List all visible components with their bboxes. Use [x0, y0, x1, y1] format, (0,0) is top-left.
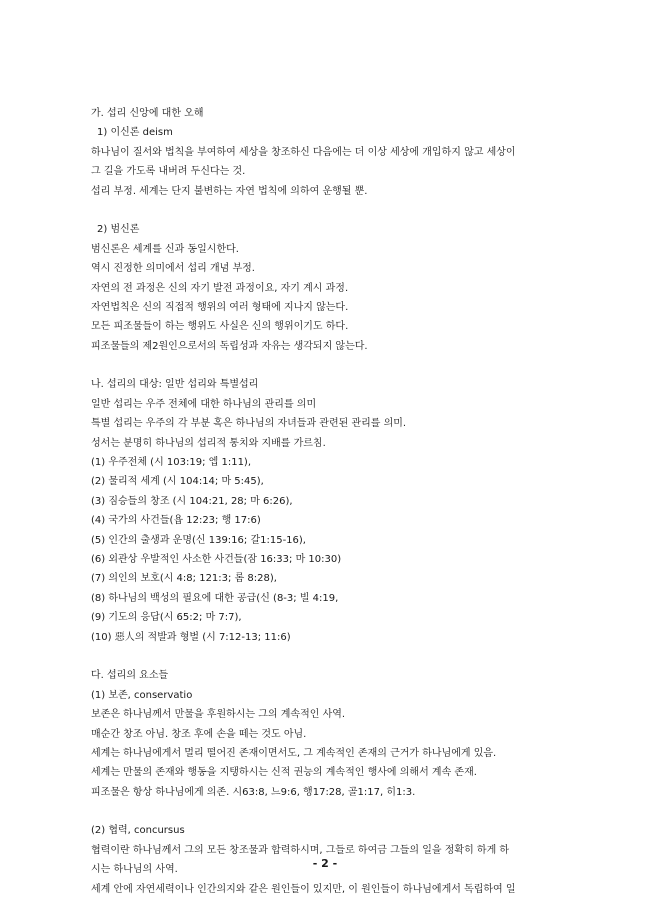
- text-line: 매순간 창조 아님. 창조 후에 손을 떼는 것도 아님.: [91, 728, 307, 740]
- subsection-title: (1) 보존, conservatio: [91, 689, 193, 701]
- section-heading: 가. 섭리 신앙에 대한 오해: [91, 108, 204, 119]
- text-line: 범신론은 세계를 신과 동일시한다.: [91, 243, 239, 255]
- text-line: 보존은 하나님께서 만물을 후원하시는 그의 계속적인 사역.: [91, 709, 346, 721]
- text-line: 특별 섭리는 우주의 각 부분 혹은 하나님의 자녀들과 관련된 관리를 의미.: [91, 418, 407, 430]
- list-item: (10) 惡人의 적발과 형벌 (시 7:12-13; 11:6): [91, 631, 291, 643]
- list-item: (4) 국가의 사건들(욥 12:23; 행 17:6): [91, 515, 261, 527]
- list-item: (1) 우주전체 (시 103:19; 엡 1:11),: [91, 457, 252, 469]
- spacer: [91, 647, 571, 666]
- list-item: (7) 의인의 보호(시 4:8; 121:3; 롬 8:28),: [91, 573, 277, 585]
- subsection-title: (2) 협력, concursus: [91, 825, 185, 837]
- text-line: 시는 하나님의 사역.: [91, 864, 178, 876]
- page-content: [91, 104, 571, 899]
- page-number: - 2 -: [312, 857, 338, 870]
- list-item: (3) 짐승들의 창조 (시 104:21, 28; 마 6:26),: [91, 495, 293, 507]
- text-line: 세계는 하나님에게서 멀리 떨어진 존재이면서도, 그 계속적인 존재의 근거가 하나님에게 있음.: [91, 747, 497, 759]
- spacer: [91, 356, 571, 375]
- text-line: 자연의 전 과정은 신의 자기 발전 과정이요, 자기 계시 과정.: [91, 282, 349, 294]
- text-line: 일반 섭리는 우주 전체에 대한 하나님의 관리를 의미: [91, 398, 317, 410]
- list-item: (5) 인간의 출생과 운명(신 139:16; 갈1:15-16),: [91, 534, 306, 546]
- subsection-title: 2) 범신론: [97, 224, 140, 236]
- subsection-title: 1) 이신론 deism: [97, 127, 173, 139]
- text-line: 모든 피조물들이 하는 행위도 사실은 신의 행위이기도 하다.: [91, 321, 349, 333]
- text-line: 자연법칙은 신의 직접적 행위의 여러 형태에 지나지 않는다.: [91, 301, 349, 313]
- spacer: [91, 201, 571, 220]
- text-line: 피조물은 항상 하나님에게 의존. 시63:8, 느9:6, 행17:28, 골1:17, 히1:3.: [91, 786, 416, 798]
- list-item: (6) 외관상 우발적인 사소한 사건들(잠 16:33; 마 10:30): [91, 553, 342, 565]
- text-line: 협력이란 하나님께서 그의 모든 창조물과 합력하시며, 그들로 하여금 그들의 일을 정확히 하게 하: [91, 844, 510, 856]
- text-line: 섭리 부정. 세계는 단지 불변하는 자연 법칙에 의하여 운행될 뿐.: [91, 185, 368, 197]
- text-line: 성서는 분명히 하나님의 섭리적 통치와 지배를 가르침.: [91, 437, 326, 449]
- spacer: [91, 802, 571, 821]
- list-item: (8) 하나님의 백성의 필요에 대한 공급(신 (8-3; 빌 4:19,: [91, 592, 339, 604]
- text-line: 피조물들의 제2원인으로서의 독립성과 자유는 생각되지 않는다.: [91, 340, 368, 352]
- text-line: 하나님이 질서와 법칙을 부여하여 세상을 창조하신 다음에는 더 이상 세상에 개입하지 않고 세상이: [91, 146, 516, 158]
- text-line: 세계는 만물의 존재와 행동을 지탱하시는 신적 권능의 계속적인 행사에 의해서 계속 존재.: [91, 767, 477, 779]
- text-line: 그 길을 가도록 내버려 두신다는 것.: [91, 166, 246, 178]
- section-heading: 다. 섭리의 요소들: [91, 670, 169, 682]
- list-item: (9) 기도의 응답(시 65:2; 마 7:7),: [91, 612, 242, 624]
- section-heading: 나. 섭리의 대상: 일반 섭리와 특별섭리: [91, 379, 259, 391]
- list-item: (2) 물리적 세계 (시 104:14; 마 5:45),: [91, 476, 264, 488]
- text-line: 역시 진정한 의미에서 섭리 개념 부정.: [91, 263, 255, 275]
- text-line: 세계 안에 자연세력이나 인간의지와 같은 원인들이 있지만, 이 원인들이 하나님에게서 독립하여 일: [91, 883, 516, 895]
